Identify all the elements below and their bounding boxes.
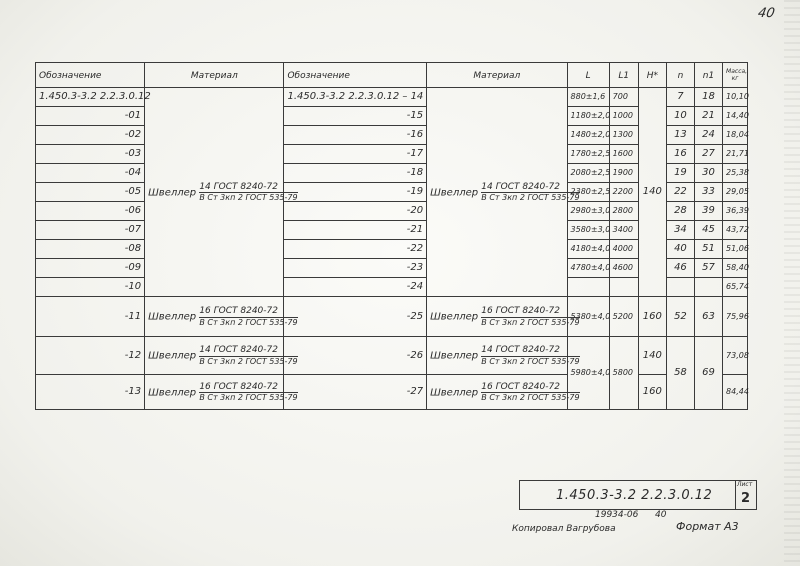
material-row13-left: Швеллер $\frac{\text{16 ГОСТ 8240-72}}{\text{В Ст 3кп 2 ГОСТ 535-79}}$: [145, 375, 284, 410]
n-cell: 7: [666, 88, 694, 107]
header-H: H*: [638, 63, 666, 88]
table-header-row: [36, 63, 748, 88]
drawing-code: 1.450.3-3.2 2.2.3.0.12: [556, 488, 713, 503]
header-n1: n1: [694, 63, 722, 88]
header-L: L: [567, 63, 609, 88]
table-row: -03 -17 1780±2,5 1600 16 27 21,71: [36, 145, 748, 164]
sheet-format: Формат А3: [676, 520, 739, 533]
designation-cell: 1.450.3-3.2 2.2.3.0.12 – 14: [284, 88, 427, 107]
header-designation: Обозначение: [36, 63, 145, 88]
material-row13-right: Швеллер $\frac{\text{16 ГОСТ 8240-72}}{\text{В Ст 3кп 2 ГОСТ 535-79}}$: [427, 375, 567, 410]
title-block: [519, 480, 757, 510]
material-group-left: Швеллер $\frac{\text{14 ГОСТ 8240-72}}{\text{В Ст 3кп 2 ГОСТ 535-79}}$: [145, 88, 284, 297]
material-group-right: Швеллер $\frac{\text{14 ГОСТ 8240-72}}{\text{В Ст 3кп 2 ГОСТ 535-79}}$: [427, 88, 567, 297]
table-row: -05 -19 2380±2,5 2200 22 33 29,05: [36, 183, 748, 202]
header-L1: L1: [609, 63, 638, 88]
specification-table: [35, 62, 748, 410]
material-row12-right: Швеллер $\frac{\text{14 ГОСТ 8240-72}}{\text{В Ст 3кп 2 ГОСТ 535-79}}$: [427, 337, 567, 375]
sheet-number: 2: [741, 491, 751, 506]
L-cell: 880±1,6: [567, 88, 609, 107]
table-row: -06 -20 2980±3,0 2800 28 39 36,39: [36, 202, 748, 221]
header-n: n: [666, 63, 694, 88]
table-row: -12 Швеллер $\frac{\text{14 ГОСТ 8240-72}}{\text{В Ст 3кп 2 ГОСТ 535-79}}$ -26 Швеллер $\frac{\text{14 ГОСТ 8240-72}}{\text{В Ст 3кп 2 ГОСТ 535-79}}$ 5980±4,0 5800 140 58 69 73,08: [36, 337, 748, 375]
table-row: -13 Швеллер $\frac{\text{16 ГОСТ 8240-72}}{\text{В Ст 3кп 2 ГОСТ 535-79}}$ -27 Швеллер $\frac{\text{16 ГОСТ 8240-72}}{\text{В Ст 3кп 2 ГОСТ 535-79}}$ 160 84,44: [36, 375, 748, 410]
inventory-number: 19934-06: [595, 510, 639, 520]
sheet-label: Лист: [737, 481, 753, 488]
table-row: -07 -21 3580±3,0 3400 34 45 43,72: [36, 221, 748, 240]
sheet-corner-number: 40: [756, 6, 776, 21]
header-material-2: Материал: [427, 63, 567, 88]
table-row: -04 -18 2080±2,5 1900 19 30 25,38: [36, 164, 748, 183]
mass-cell: 10,10: [723, 88, 748, 107]
H-cell: 140: [638, 88, 666, 297]
table-row: -09 -23 4780±4,0 4600 46 57 58,40: [36, 259, 748, 278]
table-row: -01 -15 1180±2,0 1000 10 21 14,40: [36, 107, 748, 126]
copied-by: Копировал Вагрубова: [512, 524, 616, 534]
table-row: -10 -24 65,74: [36, 278, 748, 297]
L1-cell: 700: [609, 88, 638, 107]
header-mass: Масса, кг: [723, 63, 748, 88]
material-row11-left: Швеллер $\frac{\text{16 ГОСТ 8240-72}}{\text{В Ст 3кп 2 ГОСТ 535-79}}$: [145, 297, 284, 337]
inventory-suffix: 40: [655, 510, 667, 520]
table-row: -11 Швеллер $\frac{\text{16 ГОСТ 8240-72}}{\text{В Ст 3кп 2 ГОСТ 535-79}}$ -25 Швеллер $\frac{\text{16 ГОСТ 8240-72}}{\text{В Ст 3кп 2 ГОСТ 535-79}}$ 5380±4,0 5200 160 52 63 75,96: [36, 297, 748, 337]
material-row11-right: Швеллер $\frac{\text{16 ГОСТ 8240-72}}{\text{В Ст 3кп 2 ГОСТ 535-79}}$: [427, 297, 567, 337]
n1-cell: 18: [694, 88, 722, 107]
header-material: Материал: [145, 63, 284, 88]
sheet-number-cell: [735, 481, 756, 509]
material-row12-left: Швеллер $\frac{\text{14 ГОСТ 8240-72}}{\text{В Ст 3кп 2 ГОСТ 535-79}}$: [145, 337, 284, 375]
table-row: -08 -22 4180±4,0 4000 40 51 51,06: [36, 240, 748, 259]
table-row: [36, 88, 748, 107]
header-designation-2: Обозначение: [284, 63, 427, 88]
table-row: -02 -16 1480±2,0 1300 13 24 18,04: [36, 126, 748, 145]
designation-cell: 1.450.3-3.2 2.2.3.0.12: [36, 88, 145, 107]
